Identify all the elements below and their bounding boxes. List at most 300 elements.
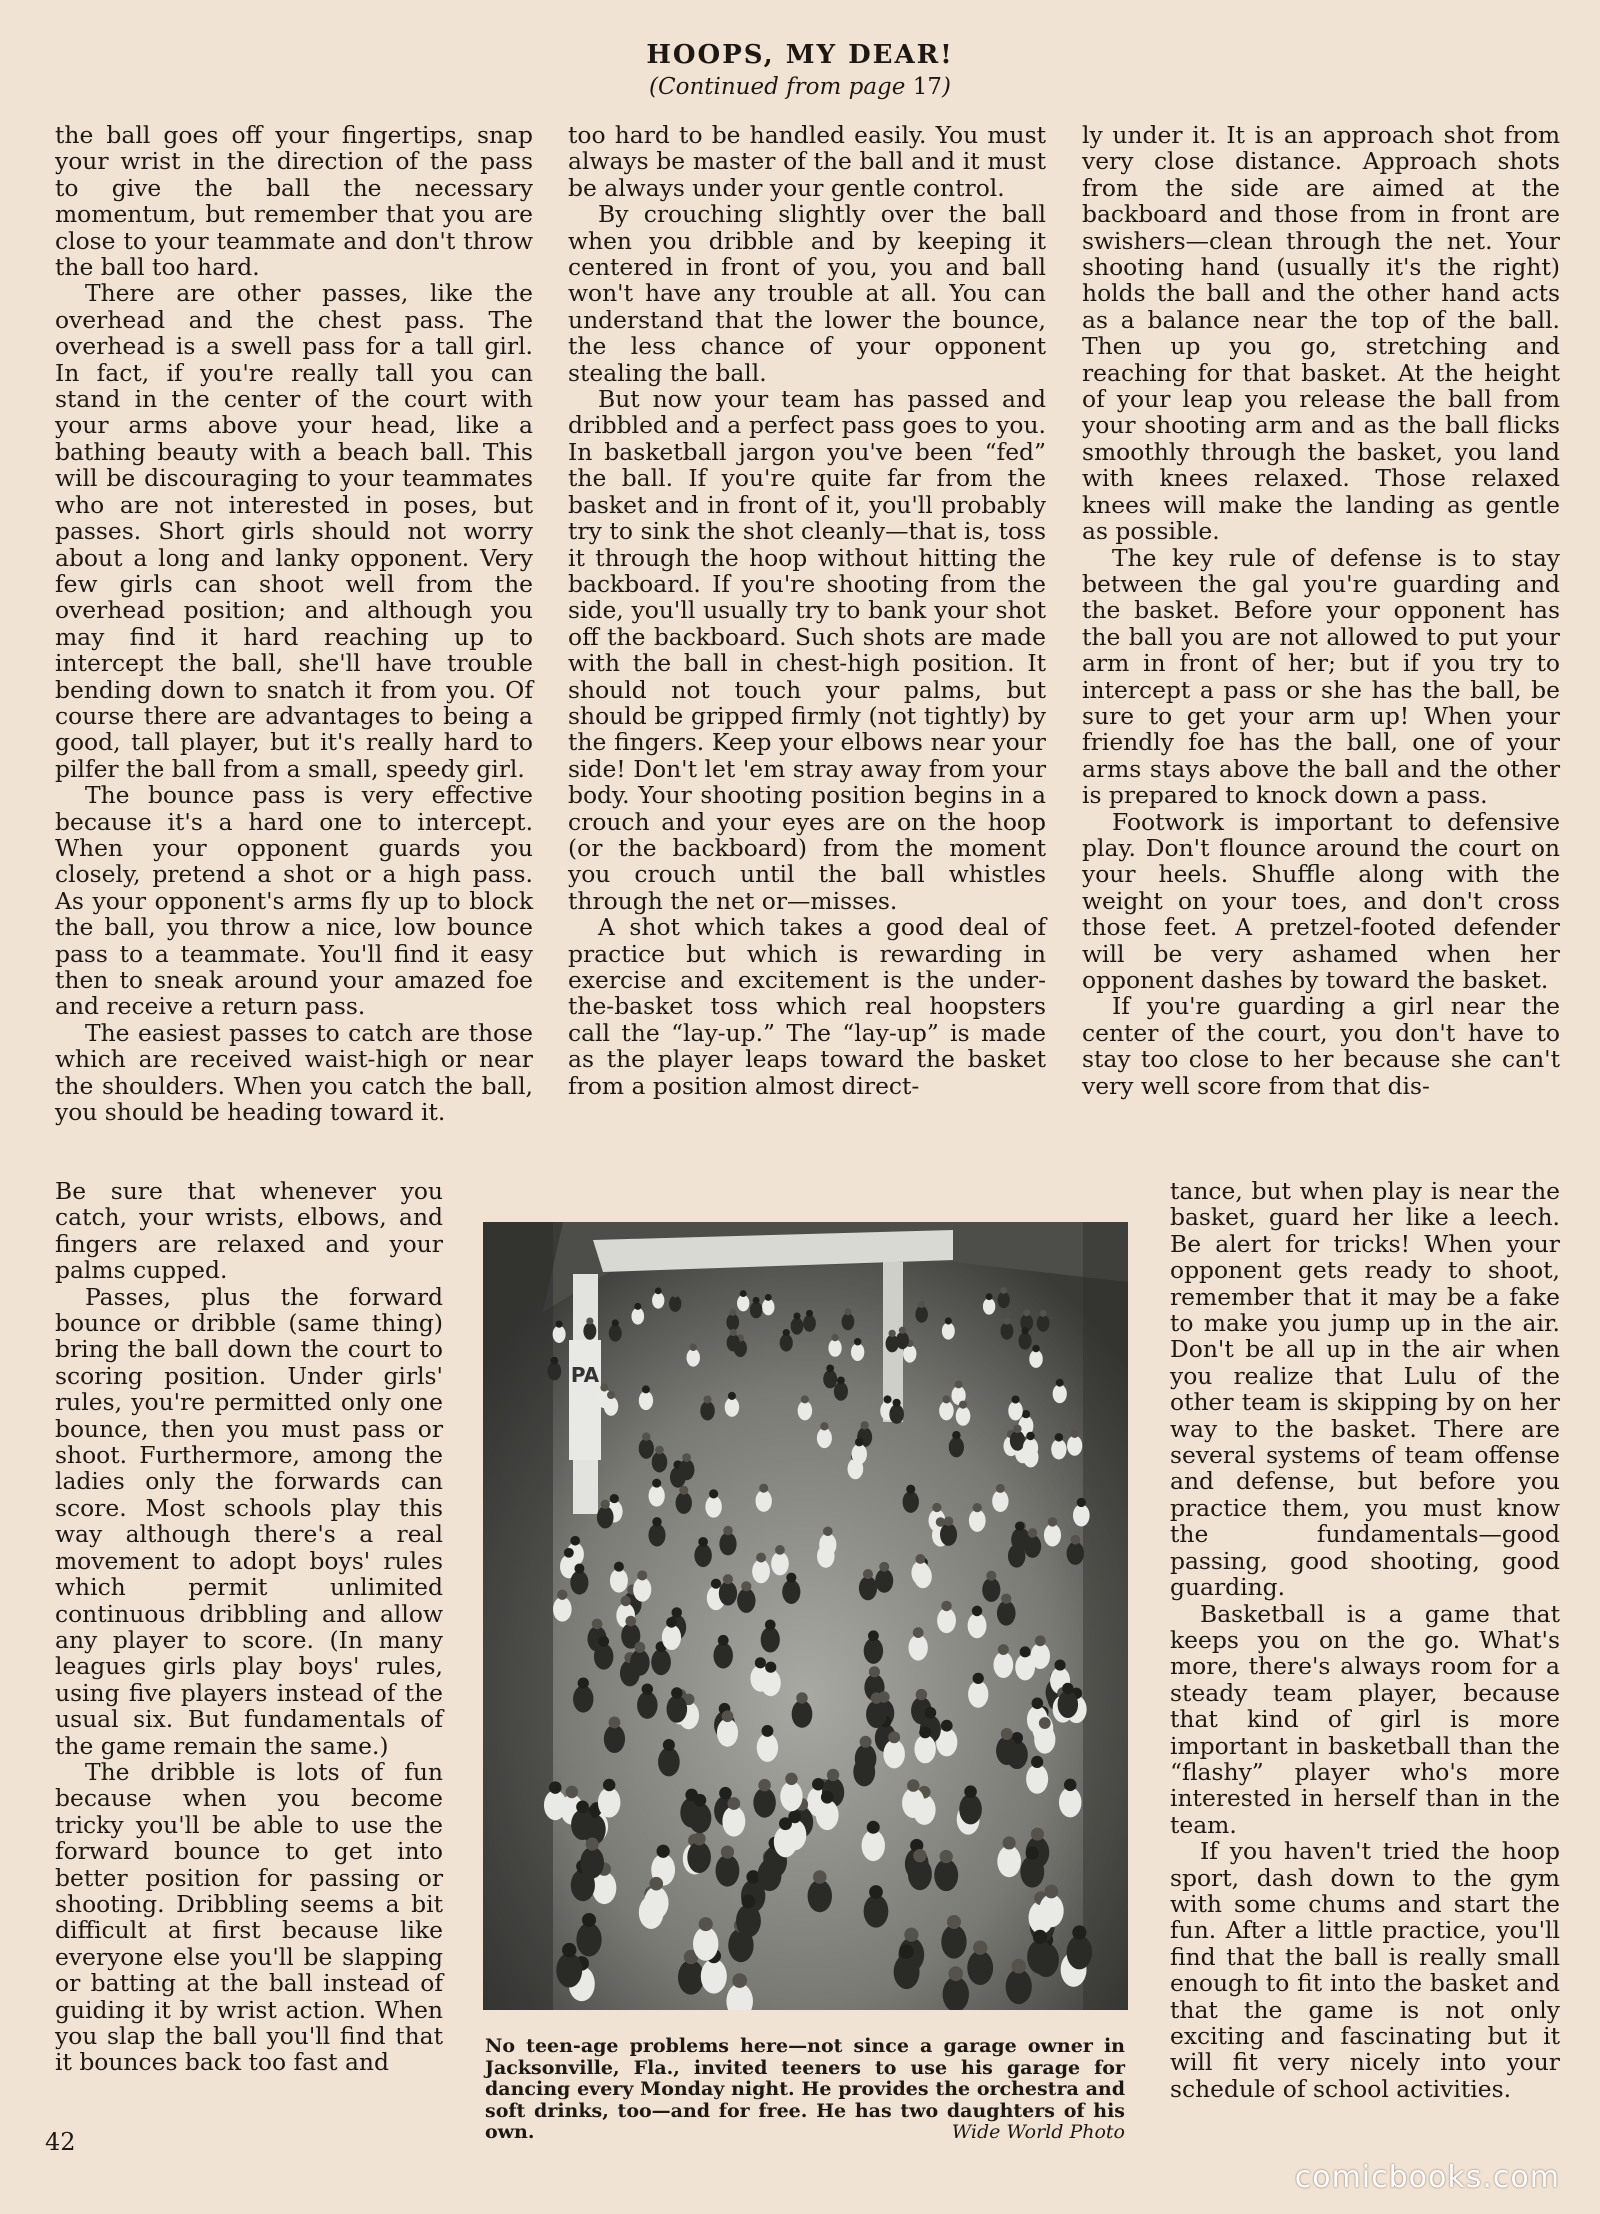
- dancer-body: [968, 1613, 987, 1638]
- dancer-body: [915, 1306, 928, 1323]
- dancer-body: [842, 1313, 855, 1330]
- dancer-head: [919, 1726, 931, 1738]
- dancer-head: [941, 1601, 951, 1611]
- dancer-head: [765, 1619, 776, 1630]
- dancer-head: [566, 1786, 579, 1799]
- dancer-head: [607, 1391, 615, 1399]
- dancer-head: [831, 1334, 838, 1341]
- dancer-head: [820, 1422, 828, 1430]
- dancer-body: [719, 1581, 737, 1605]
- dancer-head: [600, 1384, 608, 1392]
- dancer-body: [1034, 1725, 1055, 1753]
- dancer-head: [1032, 1345, 1039, 1352]
- dancer-head: [888, 1330, 895, 1337]
- dancer-body: [883, 1740, 905, 1769]
- dancer-body: [816, 1800, 839, 1830]
- dancer-head: [813, 1870, 827, 1884]
- dancer-head: [826, 1365, 834, 1373]
- dancer-head: [871, 1692, 883, 1704]
- dancer-body: [705, 1496, 721, 1518]
- dancer-head: [860, 1421, 868, 1429]
- dancer-body: [604, 1725, 625, 1753]
- dancer-body: [762, 1299, 774, 1316]
- dancer-body: [1026, 1764, 1048, 1793]
- dancer-body: [658, 1747, 680, 1776]
- dancer-head: [827, 1769, 839, 1781]
- dancer-body: [998, 1292, 1010, 1308]
- article-header: [0, 38, 1600, 102]
- dancer-body: [756, 1490, 772, 1512]
- dancer-body: [817, 1428, 832, 1448]
- paragraph: The easiest passes to catch are those which are received waist-high or near the shoulders. When you catch the ball, you should be heading toward it.: [55, 1018, 533, 1127]
- column-3-upper: [1082, 122, 1560, 1099]
- dancer-body: [969, 1509, 986, 1531]
- dancer-body: [726, 1314, 739, 1331]
- dancer-head: [765, 1662, 776, 1673]
- column-1-upper: [55, 122, 533, 1125]
- dancer-body: [669, 1295, 681, 1311]
- dancer-body: [701, 1959, 727, 1994]
- dancer-body: [798, 1401, 813, 1420]
- dancer-body: [667, 1695, 688, 1722]
- dancer-head: [609, 1717, 621, 1729]
- dancer-head: [801, 1395, 809, 1403]
- dancer-body: [727, 1334, 740, 1352]
- dancer-head: [1021, 1327, 1028, 1334]
- article-title: HOOPS, MY DEAR!: [646, 40, 954, 70]
- dancer-head: [986, 1293, 993, 1300]
- dancer-body: [737, 1295, 749, 1311]
- dancer-head: [758, 1779, 771, 1792]
- dancer-body: [993, 1652, 1013, 1678]
- dancer-body: [780, 1781, 802, 1811]
- dancer-head: [948, 1966, 963, 1981]
- column-3-lower: [1170, 1178, 1560, 2102]
- dancer-head: [942, 1395, 950, 1403]
- dancer-head: [883, 1395, 891, 1403]
- dancer-head: [998, 1644, 1009, 1655]
- dancer-body: [761, 1669, 781, 1696]
- dancer-body: [1018, 1332, 1031, 1349]
- dancer-head: [867, 1821, 880, 1834]
- dancer-head: [603, 1779, 616, 1792]
- dancer-head: [741, 1581, 751, 1591]
- photo-credit: Wide World Photo: [951, 2121, 1125, 2143]
- dancer-body: [1000, 1322, 1013, 1339]
- dance-crowd-photo: [483, 1222, 1128, 2010]
- dancer-body: [997, 1601, 1016, 1626]
- dancer-head: [1001, 1593, 1011, 1603]
- dancer-body: [774, 1826, 797, 1857]
- dancer-head: [785, 1773, 797, 1785]
- dancer-head: [973, 1673, 984, 1684]
- dancer-body: [717, 1719, 738, 1747]
- paragraph: The bounce pass is very effective because it's a hard one to intercept. When your opponent guards you closely, pretend a shot or a high pass. As your opponent's arms fly up to block the ball, you throw a nice, low bounce pass to a teammate. You'll find it easy then to sneak around your amazed foe and receive a return pass.: [55, 781, 533, 1021]
- dancer-head: [582, 1913, 596, 1927]
- dancer-body: [862, 1830, 885, 1861]
- dancer-body: [852, 1444, 867, 1465]
- dancer-head: [1054, 1660, 1065, 1671]
- dancer-head: [625, 1616, 636, 1627]
- dancer-head: [718, 1635, 729, 1646]
- dancer-head: [955, 1381, 963, 1389]
- dancer-head: [964, 1785, 977, 1798]
- dancer-body: [1027, 1940, 1053, 1974]
- dancer-head: [742, 1895, 756, 1909]
- dancer-body: [819, 1533, 836, 1556]
- dancer-head: [904, 1928, 918, 1942]
- dancer-body: [1058, 1691, 1079, 1718]
- dancer-head: [940, 1850, 953, 1863]
- dancer-body: [544, 1790, 567, 1820]
- dancer-head: [775, 1545, 785, 1555]
- dancer-head: [728, 1392, 736, 1400]
- dancer-head: [721, 1845, 734, 1858]
- dancer-body: [828, 1339, 841, 1357]
- dancer-body: [823, 1370, 837, 1389]
- dancer-head: [699, 1917, 713, 1931]
- dancer-body: [992, 1490, 1008, 1512]
- dancer-head: [652, 1517, 661, 1526]
- dancer-head: [704, 1395, 712, 1403]
- dancer-body: [896, 1332, 909, 1349]
- dancer-body: [722, 1806, 745, 1837]
- dancer-head: [663, 1739, 675, 1751]
- dancer-head: [918, 1301, 925, 1308]
- dancer-head: [612, 1319, 619, 1326]
- dancer-head: [941, 1720, 953, 1732]
- paragraph: But now your team has passed and dribbled and a perfect pass goes to you. In basketball jargon you've been “fed” the ball. If you're quite far from the basket and in front of it, you'll probably try to sink the shot cleanly—that is, toss it through the hoop without hitting the backboard. If you're shooting from the side, you'll usually try to bank your shot off the backboard. Such shots are made with the ball in chest-high position. It should not touch your palms, but should be gripped firmly (not tightly) by the fingers. Keep your elbows near your side! Don't let 'em stray away from your body. Your shooting position begins in a crouch and your eyes are on the hoop (or the backboard) from the moment you crouch until the ball whistles through the net or—misses.: [568, 385, 1046, 915]
- dancer-body: [719, 1532, 736, 1555]
- dancer-head: [1048, 1517, 1057, 1526]
- dancer-head: [642, 1683, 653, 1694]
- dancer-body: [639, 1438, 654, 1458]
- paragraph: tance, but when play is near the basket, guard her like a leech. Be alert for tricks! When your opponent gets ready to shoot, remember that it may be a fake to make you jump up in the air. Don't be all up in the air when you realize that Lulu of the other team is skipping by on her way to the basket. There are several systems of team offense and defense, but before you practice them, you must know the fundamentals—good passing, good shooting, good guarding.: [1170, 1177, 1560, 1602]
- paragraph: Passes, plus the forward bounce or dribble (same thing) bring the ball down the court to scoring position. Under girls' rules, you're permitted only one bounce, then you must pass or shoot. Furthermore, among the ladies only the forwards can score. Most schools play this way although there's a real movement to adopt boys' rules which permit unlimited continuous dribbling and allow any player to score. (In many leagues girls play boys' rules, using five players instead of the usual six. But fundamentals of the game remain the same.): [55, 1282, 443, 1760]
- dancer-body: [700, 1401, 715, 1420]
- dancer-body: [597, 1506, 614, 1528]
- dancer-body: [855, 1744, 877, 1773]
- dancer-body: [1044, 1524, 1061, 1547]
- dancer-head: [578, 1677, 589, 1688]
- dancer-head: [823, 1526, 833, 1536]
- column-1-lower: [55, 1178, 443, 2076]
- dancer-body: [1039, 1894, 1064, 1927]
- dancer-body: [967, 1951, 993, 1985]
- dancer-body: [1030, 1643, 1050, 1669]
- dancer-body: [1029, 1350, 1042, 1368]
- dancer-head: [690, 1343, 697, 1350]
- dancer-body: [1020, 1856, 1044, 1888]
- dancer-body: [594, 1644, 614, 1670]
- dancer-head: [682, 1453, 691, 1462]
- dancer-body: [940, 1523, 957, 1546]
- dancer-head: [759, 1484, 768, 1493]
- dancer-head: [679, 1486, 688, 1495]
- dancer-head: [709, 1489, 718, 1498]
- paragraph: Be sure that whenever you catch, your wrists, elbows, and fingers are relaxed and your palms cupped.: [55, 1177, 443, 1285]
- dancer-body: [982, 1578, 1000, 1602]
- dancer-head: [888, 1731, 900, 1743]
- dancer-head: [642, 1385, 650, 1393]
- dancer-head: [1070, 1429, 1078, 1437]
- dancer-body: [1073, 1504, 1090, 1526]
- dancer-head: [723, 1574, 733, 1584]
- dancer-head: [783, 1329, 790, 1336]
- dancer-head: [793, 1313, 800, 1320]
- dancer-head: [973, 1940, 987, 1954]
- dancer-head: [1003, 1317, 1010, 1324]
- dancer-body: [941, 1925, 966, 1959]
- dancer-body: [864, 1895, 889, 1928]
- dancer-head: [915, 1554, 925, 1564]
- dancer-body: [1051, 1439, 1066, 1459]
- dancer-head: [916, 1689, 927, 1700]
- dancer-head: [947, 1915, 961, 1929]
- dancer-body: [894, 1954, 920, 1989]
- dancer-head: [868, 1630, 879, 1641]
- dancer-head: [614, 1562, 624, 1572]
- dancer-head: [1044, 1885, 1058, 1899]
- dancer-body: [782, 1580, 800, 1604]
- dancer-head: [854, 1338, 861, 1345]
- dancer-head: [1077, 1498, 1086, 1507]
- dancer-body: [689, 1803, 712, 1833]
- dancer-head: [1015, 1521, 1025, 1531]
- dancer-body: [875, 1569, 893, 1593]
- dancer-body: [909, 1635, 928, 1661]
- dancer-head: [620, 1596, 630, 1606]
- dancer-body: [949, 1437, 964, 1457]
- dancer-body: [1011, 1528, 1028, 1551]
- dancer-head: [1026, 1432, 1034, 1440]
- dancer-body: [791, 1317, 804, 1334]
- dancer-head: [642, 1432, 650, 1440]
- dancer-head: [1064, 1779, 1077, 1792]
- dancer-head: [562, 1943, 576, 1957]
- dancer-head: [913, 1849, 926, 1862]
- dancer-head: [1031, 1756, 1043, 1768]
- continued-note-prefix: (Continued from page: [649, 74, 913, 100]
- dancer-body: [1037, 1315, 1050, 1332]
- dancer-head: [592, 1619, 603, 1630]
- dancer-head: [863, 1569, 873, 1579]
- dancer-body: [859, 1576, 877, 1600]
- dancer-head: [1022, 1410, 1030, 1418]
- dancer-body: [553, 1326, 566, 1343]
- dancer-body: [631, 1308, 644, 1325]
- paragraph: Footwork is important to defensive play. Don't flounce around the court on your heels. Shuffle along with the weight on your toes, and don't cross those feet. A pretzel-footed defender will be very ashamed when her opponent dashes by toward the basket.: [1082, 807, 1560, 994]
- dancer-head: [879, 1562, 889, 1572]
- dancer-body: [649, 1485, 665, 1507]
- dancer-body: [1023, 1438, 1038, 1458]
- dancer-head: [671, 1607, 682, 1618]
- dancer-body: [678, 1960, 704, 1995]
- dancer-head: [925, 1707, 937, 1719]
- dancer-head: [869, 1666, 880, 1677]
- dancer-head: [598, 1636, 609, 1647]
- dancer-head: [637, 1570, 647, 1580]
- dancer-body: [736, 1904, 761, 1937]
- dancer-head: [755, 1657, 766, 1668]
- dancer-body: [571, 1809, 594, 1840]
- dancer-body: [1006, 1969, 1032, 2004]
- dancer-head: [996, 1484, 1005, 1493]
- dancer-head: [556, 1321, 563, 1328]
- dancer-body: [752, 1559, 770, 1583]
- dancer-body: [693, 1927, 718, 1961]
- paragraph: If you haven't tried the hoop sport, dash down to the gym with some chums and start the fun. After a little practice, you'll find that the ball is really small enough to fit into the basket and that the game is not only exciting and fascinating but it will fit very nicely into your schedule of school activities.: [1170, 1837, 1560, 2103]
- dancer-body: [725, 1398, 739, 1417]
- dancer-body: [959, 1794, 982, 1824]
- dancer-head: [753, 1297, 760, 1304]
- dancer-head: [972, 1606, 983, 1617]
- dancer-body: [866, 1700, 887, 1728]
- dancer-head: [655, 1287, 662, 1294]
- dancer-head: [761, 1725, 773, 1737]
- dancer-body: [942, 1322, 955, 1339]
- dancer-body: [771, 1552, 789, 1576]
- dancer-head: [657, 1845, 670, 1858]
- dancer-head: [855, 1438, 864, 1447]
- dancer-body: [687, 1842, 711, 1873]
- dancer-head: [786, 1573, 796, 1583]
- caption-text: No teen-age problems here—not since a garage owner in Jacksonville, Fla., invited teeners to use his garage for dancing every Monday night. He provides the orchestra and soft drinks, too—and for free. He has two daughters of his own.: [485, 2035, 1125, 2143]
- dancer-head: [899, 1944, 913, 1958]
- dancer-head: [1001, 1728, 1013, 1740]
- dancer-body: [1067, 1542, 1084, 1565]
- dancer-head: [1039, 1717, 1051, 1729]
- paragraph: The key rule of defense is to stay between the gal you're guarding and the basket. Before your opponent has the ball you are not allowed to put your arm in front of her; but if you try to intercept a pass or she has the ball, be sure to get your arm up! When your friendly foe has the ball, one of your arms stays above the ball and the other is prepared to knock down a pass.: [1082, 543, 1560, 810]
- dancer-body: [983, 1298, 995, 1315]
- dancer-body: [808, 1880, 832, 1913]
- dancer-head: [932, 1503, 941, 1512]
- dancer-body: [864, 1638, 883, 1664]
- dancer-body: [851, 1343, 864, 1361]
- dancer-head: [899, 1327, 906, 1334]
- paragraph: If you're guarding a girl near the center of the court, you don't have to stay too close to her because she can't very well score from that dis-: [1082, 992, 1560, 1100]
- dancer-head: [806, 1310, 813, 1317]
- dancer-head: [1020, 1646, 1031, 1657]
- dancer-head: [649, 1877, 663, 1891]
- dancer-body: [1053, 1384, 1067, 1403]
- dancer-body: [662, 1625, 681, 1651]
- dancer-head: [570, 1536, 580, 1546]
- dancer-body: [934, 1859, 958, 1891]
- dancer-head: [1032, 1698, 1044, 1710]
- dancer-head: [765, 1294, 772, 1301]
- dancer-body: [651, 1649, 671, 1675]
- dancer-body: [792, 1700, 813, 1728]
- dancer-head: [576, 1800, 589, 1813]
- dancer-body: [687, 1349, 700, 1367]
- dancer-body: [630, 1650, 650, 1676]
- dancer-body: [996, 1736, 1017, 1765]
- dancer-body: [937, 1608, 956, 1633]
- dancer-head: [586, 1838, 599, 1851]
- dancer-body: [644, 1886, 669, 1919]
- dancer-body: [1059, 1787, 1082, 1817]
- dancer-head: [574, 1564, 584, 1574]
- paragraph: There are other passes, like the overhead and the chest pass. The overhead is a swell pass for a tall girl. In fact, if you're really tall you can stand in the center of the court with your arms above your head, like a bathing beauty with a beach ball. This will be discouraging to your teammates who are not interested in poses, but passes. Short girls should not worry about a long and lanky opponent. Very few girls can shoot well from the overhead position; and although you may find it hard reaching up to intercept the ball, she'll have trouble bending down to snatch it from you. Of course there are advantages to being a good, tall player, but it's really hard to pilfer the ball from a small, speedy girl.: [55, 279, 533, 783]
- dancer-head: [869, 1885, 883, 1899]
- dancer-head: [634, 1303, 641, 1310]
- dancer-body: [580, 1847, 604, 1879]
- dancer-head: [973, 1503, 982, 1512]
- dancer-body: [694, 1544, 711, 1567]
- dancer-head: [1070, 1535, 1080, 1545]
- dancer-head: [1031, 1828, 1044, 1841]
- dancer-head: [821, 1791, 834, 1804]
- paragraph: the ball goes off your fingertips, snap your wrist in the direction of the pass to give the ball the necessary momentum, but remember that you are close to your teammate and don't throw the ball too hard.: [55, 121, 533, 282]
- dancer-body: [609, 1324, 622, 1341]
- dancer-head: [732, 1973, 747, 1988]
- dancer-head: [601, 1500, 610, 1509]
- dancer-body: [911, 1561, 929, 1585]
- paragraph: Basketball is a game that keeps you on the go. What's more, there's always room for a steady team player, because that kind of girl is more important in basketball than the “flashy” player who's more interested in herself than in the team.: [1170, 1599, 1560, 1839]
- dancer-body: [737, 1588, 755, 1613]
- dancer-body: [713, 1642, 733, 1668]
- dancer-head: [549, 1781, 562, 1794]
- dancer-head: [779, 1817, 792, 1830]
- column-2: [568, 122, 1046, 1099]
- dancer-head: [722, 1710, 734, 1722]
- dancer-head: [1056, 1379, 1064, 1387]
- dancer-body: [834, 1382, 848, 1401]
- continued-note-suffix: ): [941, 74, 951, 100]
- dancer-body: [553, 1597, 572, 1622]
- dancer-head: [723, 1526, 733, 1536]
- dancer-head: [671, 1687, 682, 1698]
- dancer-head: [945, 1317, 952, 1324]
- dancer-body: [576, 1923, 601, 1957]
- dancer-body: [573, 1685, 593, 1712]
- dancer-head: [1072, 1925, 1086, 1939]
- dancer-head: [959, 1401, 967, 1409]
- dancer-head: [729, 1309, 736, 1316]
- dancer-body: [1008, 1401, 1023, 1420]
- dancer-body: [908, 1858, 932, 1890]
- dancer-body: [753, 1788, 776, 1818]
- dancer-head: [756, 1553, 766, 1563]
- dancer-head: [860, 1736, 872, 1748]
- paragraph: ly under it. It is an approach shot from very close distance. Approach shots from the side are aimed at the backboard and those from in front are swishers—clean through the net. Your shooting hand (usually it's the right) holds the ball and the other hand acts as a balance near the top of the ball. Then up you go, stretching and reaching for that basket. At the height of your leap you release the ball from your shooting arm and as the ball flicks smoothly through the basket, you land with knees relaxed. Those relaxed knees will make the landing as gentle as possible.: [1082, 121, 1560, 546]
- dancer-head: [1011, 1959, 1026, 1974]
- dancer-body: [604, 1397, 618, 1416]
- dancer-head: [1028, 1528, 1038, 1538]
- dancer-head: [655, 1446, 664, 1455]
- paragraph: too hard to be handled easily. You must always be master of the ball and it must be always under your gentle control.: [568, 121, 1046, 202]
- dancer-body: [750, 1302, 762, 1319]
- continued-page-number: 17: [912, 74, 942, 100]
- dancer-body: [637, 1691, 658, 1718]
- dancer-head: [698, 1537, 708, 1547]
- dancer-head: [944, 1517, 953, 1526]
- dancer-body: [639, 1391, 653, 1410]
- paragraph: By crouching slightly over the ball when you dribble and by keeping it centered in front of you, you and ball won't have any trouble at all. You can understand that the lower the bounce, the less chance of your opponent stealing the ball.: [568, 200, 1046, 387]
- dancer-head: [1055, 1433, 1064, 1442]
- dancer-head: [907, 1779, 920, 1792]
- dancer-body: [761, 1627, 780, 1653]
- dancer-body: [648, 1524, 665, 1547]
- dancer-head: [694, 1794, 707, 1807]
- dancer-body: [903, 1491, 919, 1513]
- dancer-body: [939, 1401, 954, 1420]
- dancer-head: [893, 1399, 901, 1407]
- dancer-head: [666, 1617, 677, 1628]
- dancer-body: [570, 1571, 588, 1595]
- dancer-head: [1026, 1846, 1039, 1859]
